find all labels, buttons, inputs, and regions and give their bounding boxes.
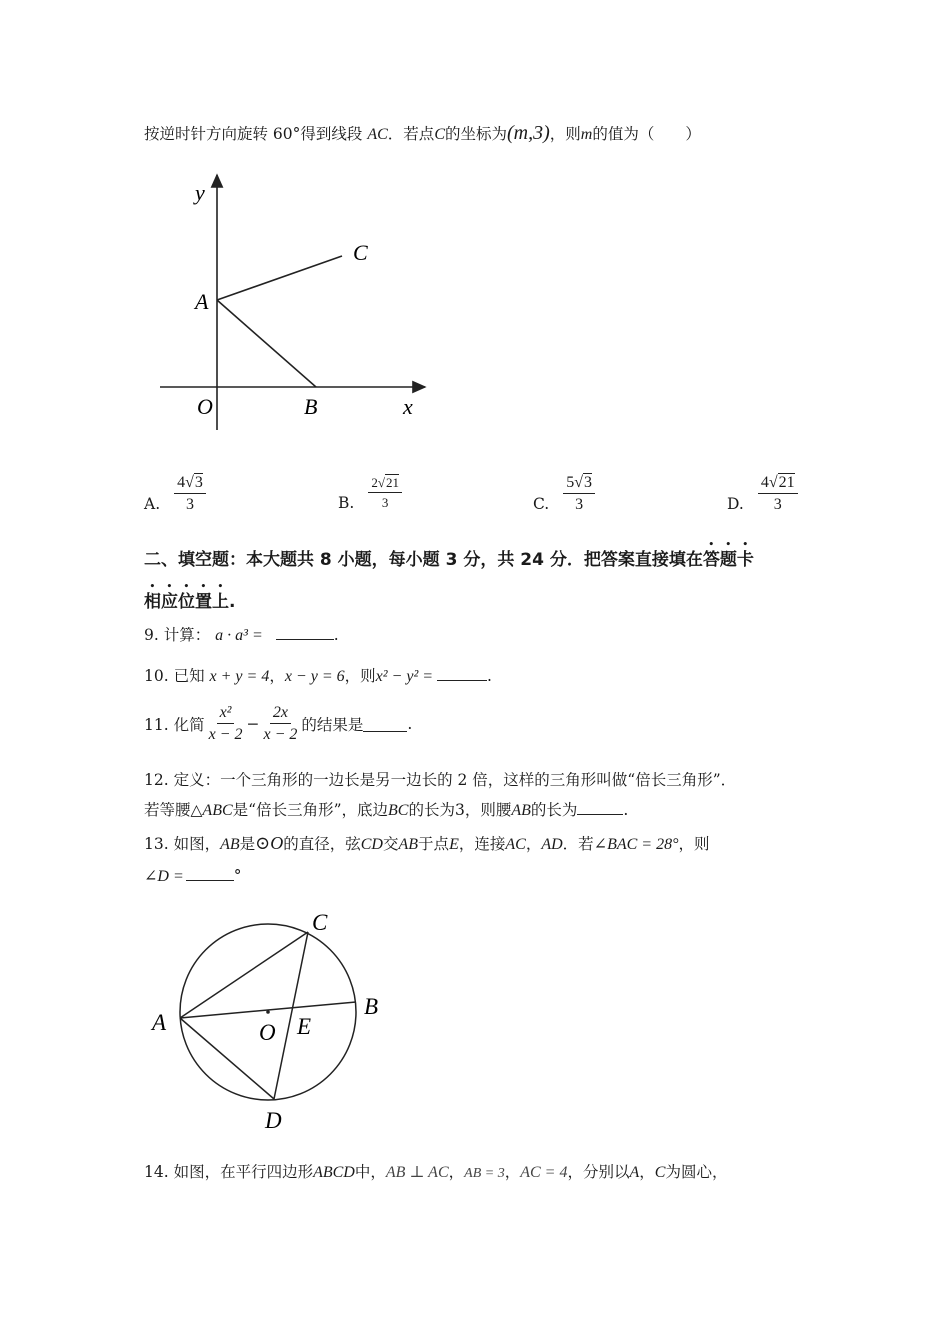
- circle-o: ⊙O: [255, 833, 284, 853]
- degree-sign: °: [233, 867, 242, 885]
- label-b: B: [364, 994, 379, 1019]
- denominator: 3: [381, 495, 389, 510]
- question-10: [144, 664, 492, 686]
- numerator: 2x: [270, 704, 291, 724]
- q8-text: ，则: [549, 125, 581, 143]
- punctuation: ，: [525, 835, 542, 853]
- numerator: x²: [217, 704, 235, 724]
- answer-blank[interactable]: [363, 717, 407, 732]
- option-value: $\frac{4√21}{3}$: [758, 474, 798, 514]
- question-number: 10. 已知: [144, 667, 205, 685]
- expression: x² − y² =: [375, 668, 434, 685]
- option-label: A.: [144, 495, 161, 513]
- fraction-1: [209, 704, 243, 744]
- chord-ac: [180, 932, 308, 1018]
- question-13-line2: [144, 866, 242, 886]
- denominator: 3: [186, 496, 195, 513]
- punctuation: ，: [269, 667, 285, 685]
- punctuation: ，: [448, 1163, 465, 1181]
- question-text: ．若: [562, 835, 594, 853]
- question-text: 若等腰△: [144, 801, 203, 819]
- punctuation: ，: [639, 1163, 655, 1181]
- denominator: 3: [773, 496, 782, 513]
- question-text: ，则: [678, 835, 710, 853]
- coefficient: 2: [371, 475, 378, 490]
- answer-blank[interactable]: [577, 800, 623, 815]
- denominator: x − 2: [208, 726, 243, 743]
- question-13-line1: [144, 832, 710, 854]
- label-c: C: [312, 910, 328, 935]
- segment-bc: BC: [388, 802, 409, 819]
- triangle-abc: ABC: [202, 802, 233, 819]
- label-b: B: [304, 394, 318, 419]
- question-text: 的直径，弦: [283, 835, 361, 853]
- option-label: C.: [533, 495, 550, 513]
- label-o: O: [197, 394, 213, 419]
- punctuation: .: [407, 715, 413, 733]
- heading-end: .: [229, 592, 236, 612]
- question-text: 13. 如图，: [144, 835, 221, 853]
- point-c: C: [434, 126, 445, 143]
- option-a[interactable]: [144, 474, 210, 514]
- expression: x − y = 6: [284, 668, 345, 685]
- label-a: A: [152, 1010, 167, 1035]
- question-number: 11. 化简: [144, 716, 205, 734]
- question-text: 交: [382, 835, 399, 853]
- angle-bac: ∠BAC = 28°: [593, 836, 679, 853]
- option-d[interactable]: [727, 474, 802, 514]
- label-c: C: [353, 240, 368, 265]
- section-heading-line2: [144, 582, 235, 612]
- question-text: 12. 定义：一个三角形的一边长是另一边长的 2 倍，这样的三角形叫做“倍长三角形”．: [144, 771, 737, 789]
- parallelogram-abcd: ABCD: [313, 1164, 355, 1181]
- coefficient: 4: [760, 474, 769, 491]
- label-a: A: [195, 289, 209, 314]
- radicand: 21: [385, 475, 399, 490]
- question-9: [144, 623, 339, 645]
- angle-d: ∠D =: [144, 868, 184, 885]
- answer-blank[interactable]: [437, 666, 487, 681]
- segment-ab-line: [217, 300, 316, 387]
- expression: x + y = 4: [209, 668, 270, 685]
- option-label: B.: [338, 494, 355, 512]
- radicand: 21: [778, 474, 795, 491]
- label-x: x: [403, 394, 413, 419]
- denominator: x − 2: [263, 726, 298, 743]
- punctuation: ，: [504, 1163, 521, 1181]
- option-value: $\frac{2√21}{3}$: [368, 475, 402, 511]
- punctuation: .: [487, 667, 492, 685]
- q8-text: 的值为（ ）: [592, 125, 701, 143]
- coefficient: 5: [566, 474, 575, 491]
- segment-ab: AB: [398, 836, 419, 853]
- heading-text: 二、填空题：本大题共 8 小题，每小题 3 分，共 24 分．把答案直接填在: [144, 550, 703, 570]
- option-value: $\frac{4√3}{3}$: [174, 474, 206, 514]
- segment-ad: AD: [541, 836, 563, 853]
- label-y: y: [195, 180, 205, 205]
- question-text: 的长为3，则腰: [408, 801, 512, 819]
- question-11: [144, 704, 412, 744]
- option-b[interactable]: [338, 474, 406, 512]
- point-a: A: [629, 1164, 640, 1181]
- radicand: 3: [584, 474, 593, 491]
- figure-circle-diagram: [148, 900, 398, 1140]
- punctuation: .: [623, 801, 629, 819]
- variable-m: m: [580, 126, 593, 143]
- segment-ac: AC: [367, 126, 388, 143]
- punctuation: .: [333, 626, 339, 644]
- section-heading: [144, 540, 754, 570]
- q8-text: 的坐标为: [444, 125, 507, 143]
- expression: AC = 4: [520, 1164, 568, 1181]
- label-o: O: [259, 1020, 276, 1045]
- option-label: D.: [727, 495, 744, 513]
- point-c: C: [654, 1164, 666, 1181]
- label-d: D: [265, 1108, 282, 1133]
- question-number: 9. 计算：: [144, 626, 211, 644]
- expression: a · a³ =: [215, 627, 263, 644]
- heading-emphasis: 相应位置上: [144, 592, 229, 612]
- q8-text: ．若点: [387, 125, 435, 143]
- question-text: 是“倍长三角形”，底边: [232, 801, 388, 819]
- coordinate-m3: (m,3): [507, 122, 550, 144]
- fraction-2: [263, 704, 297, 744]
- segment-ac-line: [217, 256, 342, 300]
- option-c[interactable]: [533, 474, 599, 514]
- heading-emphasis: 答题卡: [702, 550, 754, 570]
- expression: AB = 3: [464, 1166, 505, 1181]
- diameter-ab: [180, 1002, 356, 1018]
- chord-cd: CD: [360, 836, 383, 853]
- segment-ab: AB: [220, 836, 240, 853]
- segment-ab: AB: [511, 802, 531, 819]
- question-text: ，连接: [458, 835, 506, 853]
- center-dot: [266, 1010, 270, 1014]
- denominator: 3: [575, 496, 584, 513]
- question-text: 的结果是: [301, 716, 364, 734]
- question-12-line2: [144, 798, 628, 820]
- q8-text: 按逆时针方向旋转 60°得到线段: [144, 125, 363, 143]
- operator: −: [246, 715, 260, 733]
- point-e: E: [449, 836, 459, 853]
- question-text: 为圆心，: [665, 1163, 728, 1181]
- expression: AB ⊥ AC: [385, 1164, 449, 1181]
- label-e: E: [297, 1014, 312, 1039]
- figure-coordinate-diagram: [150, 170, 440, 440]
- question-text: 中，: [354, 1163, 386, 1181]
- question-text: 的长为: [530, 801, 578, 819]
- answer-blank[interactable]: [276, 625, 334, 640]
- q8-text-line: [144, 122, 701, 145]
- answer-blank[interactable]: [186, 866, 234, 881]
- question-text: 是: [239, 835, 256, 853]
- radicand: 3: [194, 474, 203, 491]
- question-14: [144, 1160, 727, 1182]
- question-text: ，分别以: [567, 1163, 630, 1181]
- punctuation: ，则: [344, 667, 376, 685]
- coefficient: 4: [177, 474, 186, 491]
- question-text: 于点: [418, 835, 450, 853]
- segment-ac: AC: [505, 836, 526, 853]
- question-12-line1: [144, 768, 736, 790]
- question-text: 14. 如图，在平行四边形: [144, 1163, 314, 1181]
- option-value: $\frac{5√3}{3}$: [563, 474, 595, 514]
